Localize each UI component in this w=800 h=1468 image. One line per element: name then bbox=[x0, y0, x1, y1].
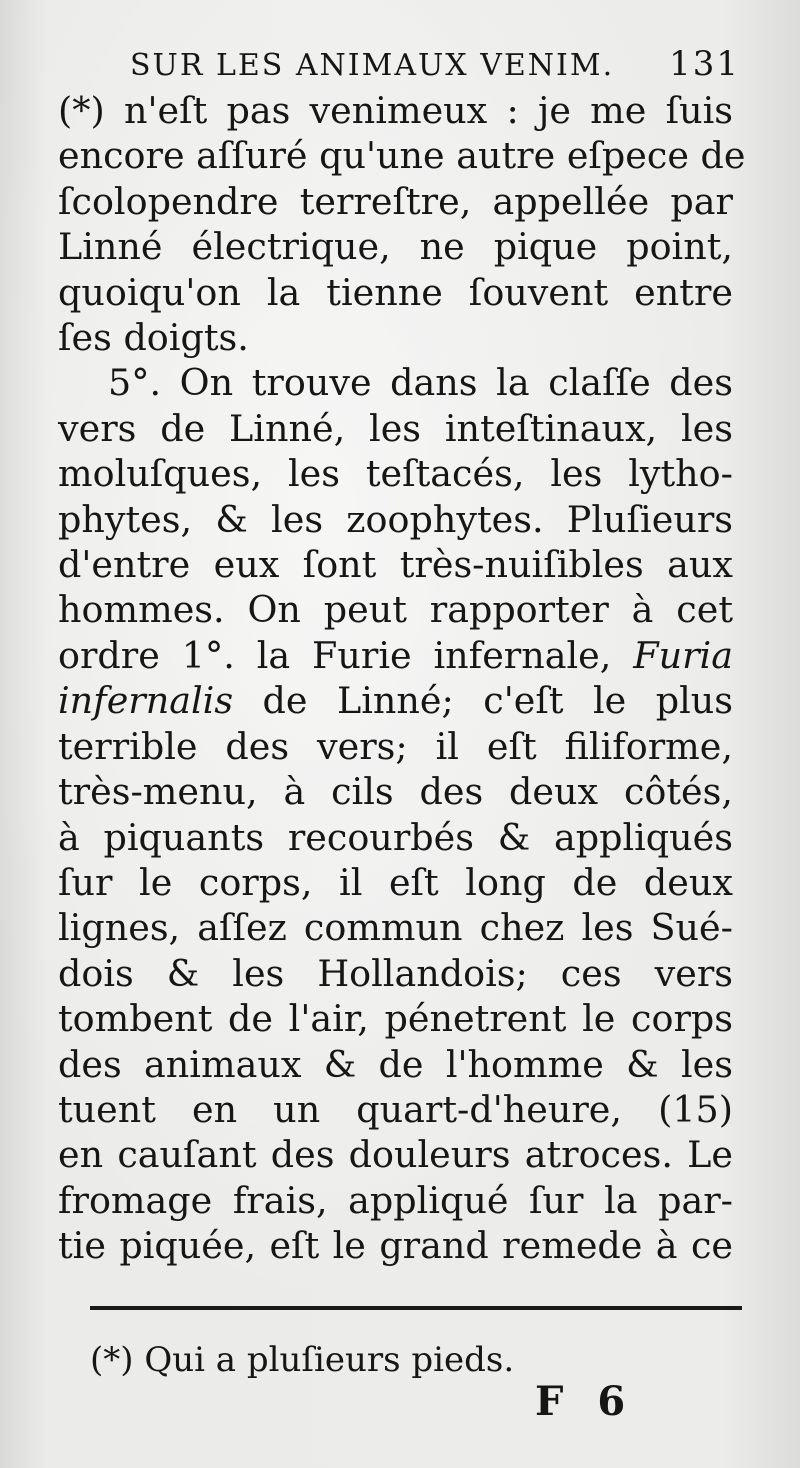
text-line: dois & les Hollandois; ces vers bbox=[58, 951, 733, 995]
running-title: SUR LES ANIMAUX VENIM. bbox=[130, 48, 615, 83]
text-line: fromage frais, appliqué ſur la par- bbox=[58, 1178, 733, 1222]
text-line: tie piquée, eſt le grand remede à ce bbox=[58, 1224, 733, 1268]
text-line: encore aſſuré qu'une autre eſpece de bbox=[58, 134, 746, 178]
text-line: phytes, & les zoophytes. Pluſieurs bbox=[58, 497, 733, 541]
text-line: 5°. On trouve dans la claſſe des bbox=[108, 361, 733, 405]
text-line: hommes. On peut rapporter à cet bbox=[58, 588, 733, 632]
text-line: vers de Linné, les inteſtinaux, les bbox=[58, 406, 733, 450]
text-line: ordre 1°. la Furie infernale, Furia bbox=[58, 633, 733, 677]
text-line: infernalis de Linné; c'eſt le plus bbox=[58, 679, 733, 723]
page-number: 131 bbox=[669, 44, 740, 84]
signature-mark: F 6 bbox=[535, 1378, 636, 1425]
body-text bbox=[58, 88, 746, 1269]
text-line: très-menu, à cils des deux côtés, bbox=[58, 770, 733, 814]
text-line: ſcolopendre terreſtre, appellée par bbox=[58, 179, 733, 223]
text-line: à piquants recourbés & appliqués bbox=[58, 815, 733, 859]
text-line: (*) n'eſt pas venimeux : je me ſuis bbox=[58, 89, 733, 132]
footnote-rule bbox=[90, 1306, 742, 1310]
text-line: moluſques, les teſtacés, les lytho- bbox=[58, 452, 733, 496]
text-line: en cauſant des douleurs atroces. Le bbox=[58, 1133, 733, 1177]
text-line: ſur le corps, il eſt long de deux bbox=[58, 860, 733, 904]
text-line: terrible des vers; il eſt filiforme, bbox=[58, 724, 733, 768]
text-line: des animaux & de l'homme & les bbox=[58, 1042, 733, 1086]
text-line: ſes doigts. bbox=[58, 316, 249, 360]
text-line: quoiqu'on la tienne ſouvent entre bbox=[58, 270, 733, 314]
text-line: d'entre eux ſont très-nuiſibles aux bbox=[58, 543, 733, 587]
text-line: tuent en un quart-d'heure, (15) bbox=[58, 1087, 733, 1131]
text-line: Linné électrique, ne pique point, bbox=[58, 225, 733, 269]
text-line: lignes, aſſez commun chez les Sué- bbox=[58, 906, 733, 950]
footnote: (*) Qui a pluſieurs pieds. bbox=[90, 1340, 515, 1380]
text-line: tombent de l'air, pénetrent le corps bbox=[58, 997, 733, 1041]
